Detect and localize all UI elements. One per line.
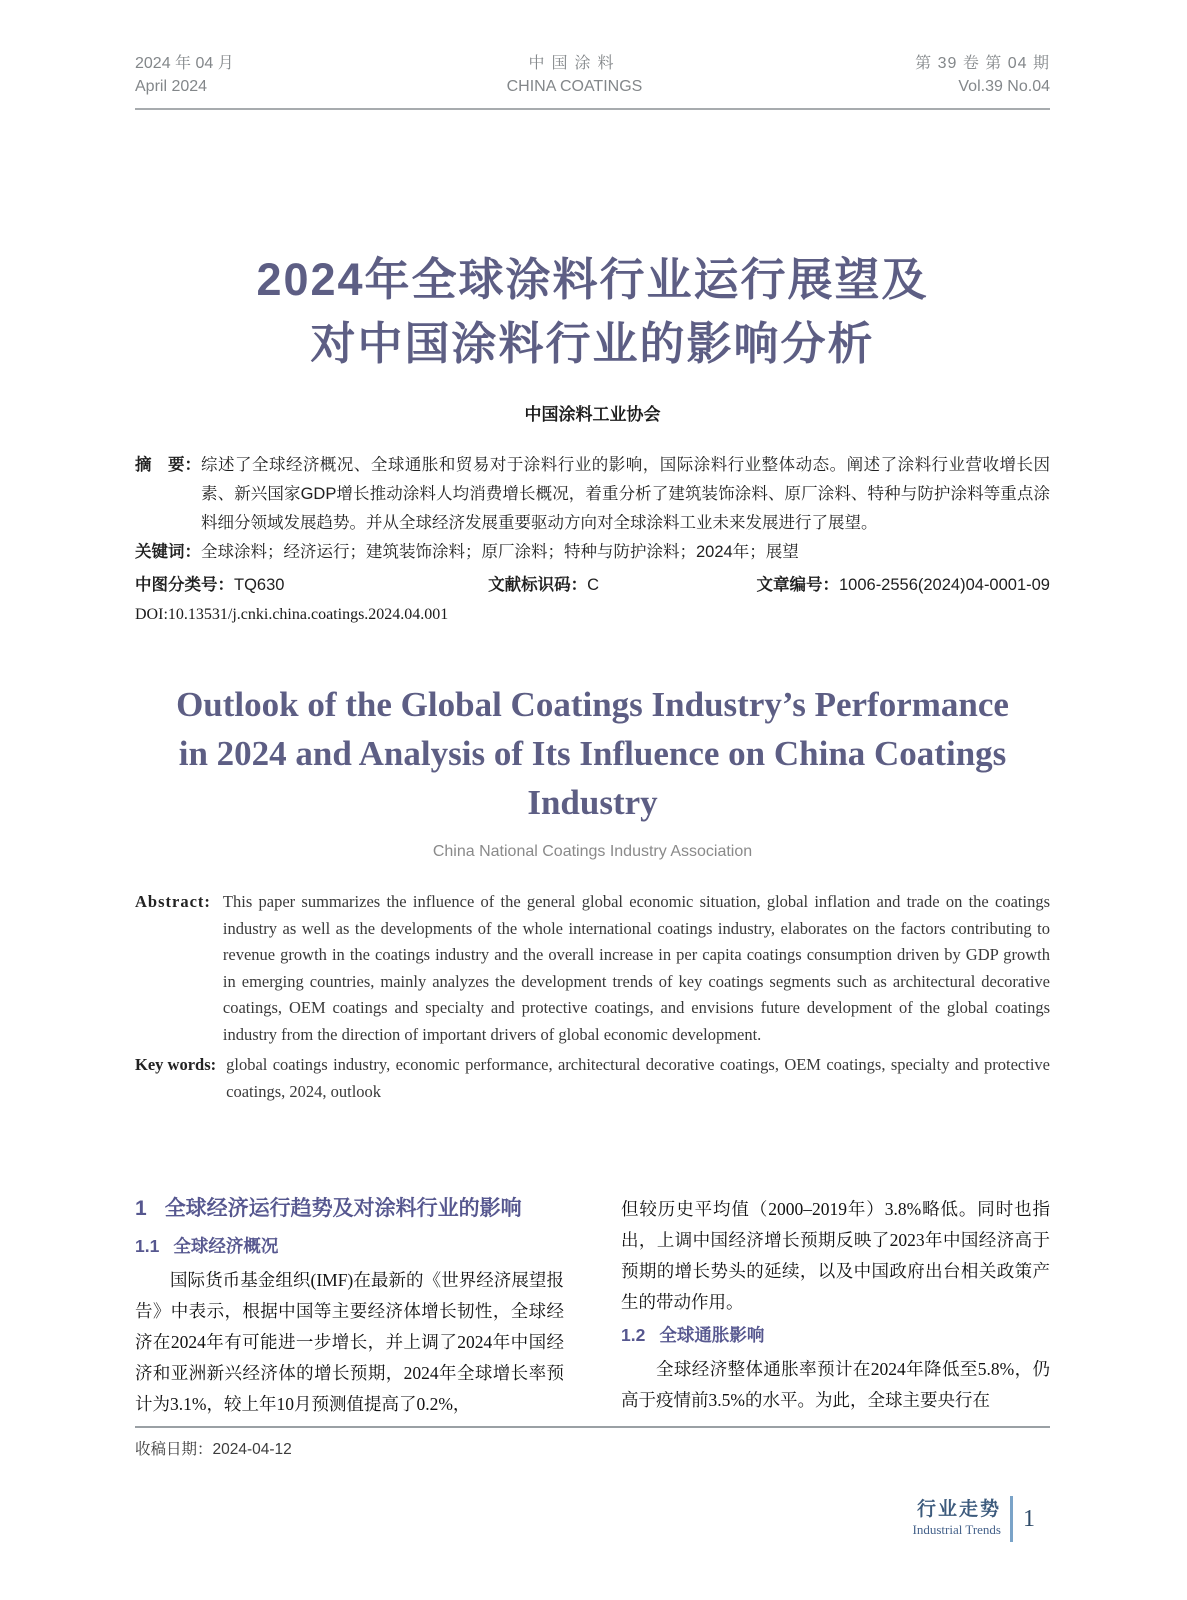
- doi: DOI:10.13531/j.cnki.china.coatings.2024.04.001: [135, 606, 449, 623]
- clc-number: [135, 572, 488, 598]
- footnote-received-date: [135, 1426, 1050, 1459]
- column-name-en: Industrial Trends: [912, 1522, 1001, 1537]
- received-date-label: 收稿日期：: [135, 1441, 213, 1458]
- abstract-cn-label: 摘 要：: [135, 456, 201, 474]
- article-title-cn-line1: 2024年全球涂料行业运行展望及: [256, 254, 929, 305]
- abstract-cn: [135, 451, 1050, 538]
- paragraph-1-1-continued: 但较历史平均值（2000–2019年）3.8%略低。同时也指出，上调中国经济增长预期反映了2023年中国经济高于预期的增长势头的延续，以及中国政府出台相关政策产生的带动作用。: [621, 1199, 1050, 1312]
- abstract-en: [135, 889, 1050, 1048]
- article-title-en-line2: in 2024 and Analysis of Its Influence on China Coatings: [178, 734, 1007, 773]
- body-column-right: [621, 1194, 1050, 1420]
- document-code-label: 文献标识码：: [488, 576, 588, 594]
- article-number-value: 1006-2556(2024)04-0001-09: [838, 576, 1050, 594]
- journal-title-cn: 中国涂料: [528, 55, 621, 72]
- article-meta-row: [135, 572, 1050, 598]
- keywords-en-label: Key words:: [135, 1055, 217, 1074]
- header-volume-issue: [915, 52, 1050, 98]
- article-title-en: [135, 680, 1050, 827]
- keywords-cn-text: 全球涂料；经济运行；建筑装饰涂料；原厂涂料；特种与防护涂料；2024年；展望: [201, 543, 799, 561]
- header-journal-title: [507, 52, 643, 98]
- section-1-2-heading: [621, 1322, 1050, 1348]
- chinese-front-matter: [135, 248, 1050, 624]
- author-en: China National Coatings Industry Association: [432, 843, 753, 860]
- column-name-cn: 行业走势: [916, 1499, 1001, 1520]
- english-front-matter: [135, 680, 1050, 1105]
- section-1-2-title: 全球通胀影响: [659, 1325, 765, 1345]
- journal-title-en: CHINA COATINGS: [506, 78, 643, 95]
- abstract-en-text: This paper summarizes the influence of the general global economic situation, global inflation and trade on the coatings industry as well as the developments of the whole international coatings industry, elaborates on the factors contributing to revenue growth in the coatings industry and the overall increase in per capita coatings consumption driven by GDP growth in emerging countries, mainly analyzes the development trends of key coatings segments such as architectural decorative coatings, OEM coatings and specialty and protective coatings, and envisions future development of the global coatings industry from the direction of important drivers of global economic development.: [222, 892, 1050, 1044]
- article-number-label: 文章编号：: [756, 576, 839, 594]
- issue-date-en: April 2024: [135, 78, 208, 95]
- section-1-1-title: 全球经济概况: [173, 1236, 279, 1256]
- section-1-1-heading: [135, 1233, 564, 1259]
- column-names: [913, 1499, 1010, 1539]
- document-code-value: C: [587, 576, 600, 594]
- body-column-left: [135, 1194, 564, 1420]
- keywords-en: [135, 1052, 1050, 1105]
- abstract-cn-text: 综述了全球经济概况、全球通胀和贸易对于涂料行业的影响，国际涂料行业整体动态。阐述了涂料行业营收增长因素、新兴国家GDP增长推动涂料人均消费增长概况，着重分析了建筑装饰涂料、原厂涂料、特种与防护涂料等重点涂料细分领域发展趋势。并从全球经济发展重要驱动方向对全球涂料工业未来发展进行了展望。: [201, 456, 1050, 532]
- article-title-cn: [135, 248, 1050, 376]
- paragraph-1-2: 全球经济整体通胀率预计在2024年降低至5.8%，仍高于疫情前3.5%的水平。为此，全球主要央行在: [621, 1359, 1050, 1410]
- keywords-cn-label: 关键词：: [135, 543, 201, 561]
- article-number: [756, 572, 1050, 598]
- volume-issue-en: Vol.39 No.04: [958, 78, 1050, 95]
- page-header: [135, 52, 1050, 110]
- received-date-value: 2024-04-12: [212, 1441, 292, 1458]
- article-title-en-line3: Industry: [527, 783, 658, 822]
- section-1-title: 全球经济运行趋势及对涂料行业的影响: [164, 1197, 522, 1220]
- section-1-1-number: 1.1: [135, 1236, 160, 1256]
- paragraph-1-1: 国际货币基金组织(IMF)在最新的《世界经济展望报告》中表示，根据中国等主要经济体增长韧性，全球经济在2024年有可能进一步增长，并上调了2024年中国经济和亚洲新兴经济体的增长预期，2024年全球增长率预计为3.1%，较上年10月预测值提高了0.2%，: [135, 1270, 564, 1414]
- page-tag: [913, 1496, 1035, 1542]
- header-issue-date: [135, 52, 234, 98]
- section-1-2-number: 1.2: [621, 1325, 646, 1345]
- clc-label: 中图分类号：: [135, 576, 234, 594]
- page-number: 1: [1023, 1505, 1035, 1532]
- volume-issue-cn: 第 39 卷 第 04 期: [915, 55, 1050, 72]
- article-title-cn-line2: 对中国涂料行业的影响分析: [310, 318, 875, 369]
- body-columns: [135, 1194, 1050, 1420]
- section-1-number: 1: [135, 1197, 147, 1220]
- keywords-en-text: global coatings industry, economic performance, architectural decorative coatings, OEM coatings, specialty and protective coatings, 2024, outlook: [226, 1055, 1050, 1101]
- document-code: [488, 572, 756, 598]
- section-1-heading: [135, 1194, 564, 1224]
- issue-date-cn: 2024 年 04 月: [135, 55, 234, 72]
- abstract-en-label: Abstract:: [135, 892, 211, 911]
- article-title-en-line1: Outlook of the Global Coatings Industry’s Performance: [176, 685, 1009, 724]
- keywords-cn: [135, 538, 1050, 567]
- author-cn: 中国涂料工业协会: [524, 405, 661, 424]
- clc-value: TQ630: [234, 576, 285, 594]
